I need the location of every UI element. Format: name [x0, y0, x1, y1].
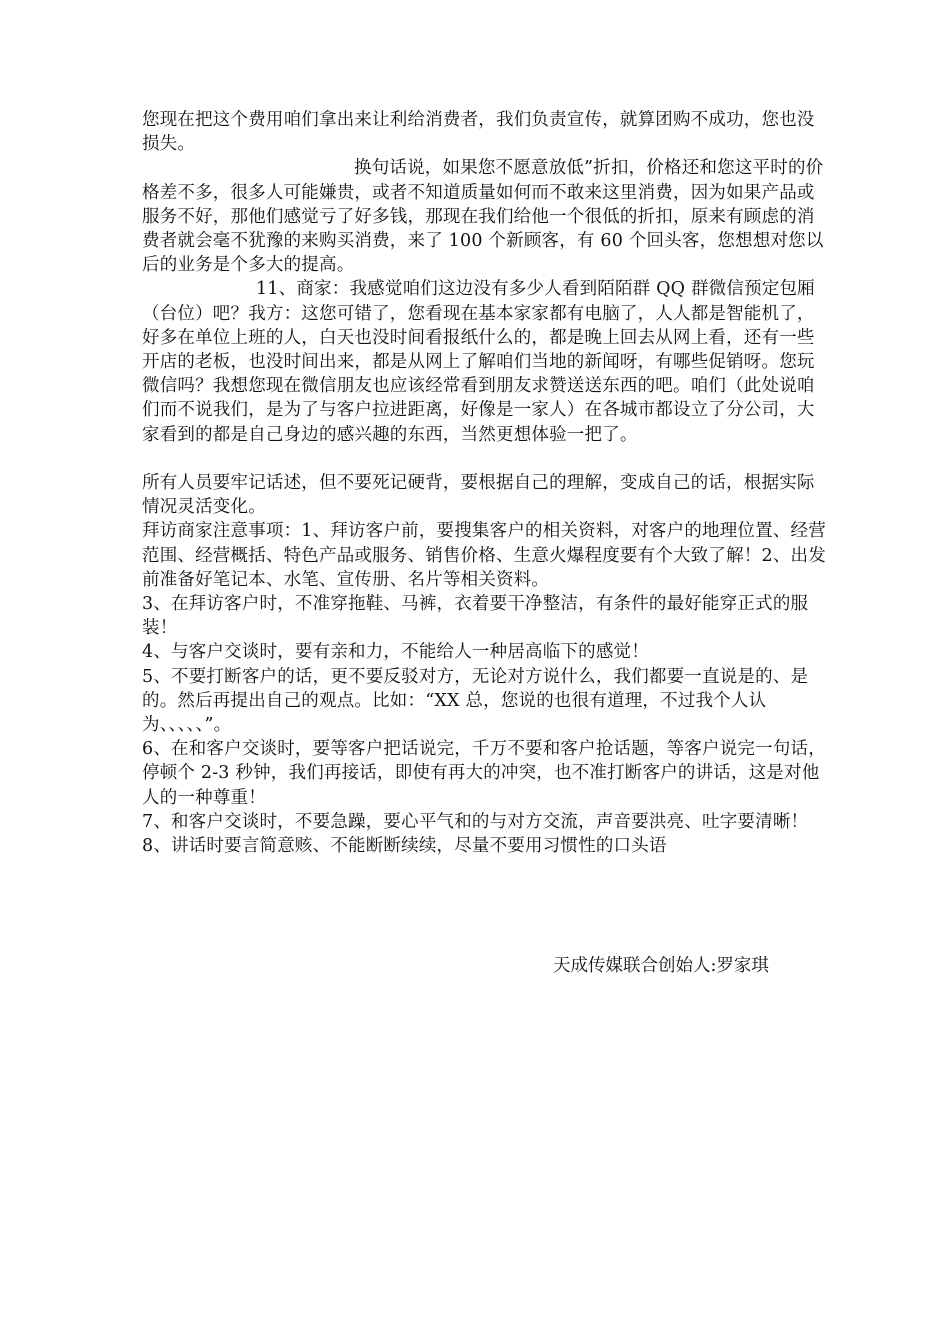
- paragraph-visit-note-3: 3、在拜访客户时，不准穿拖鞋、马裤，衣着要干净整洁，有条件的最好能穿正式的服装！: [142, 594, 809, 639]
- author-signature: 天成传媒联合创始人:罗家琪: [553, 956, 769, 976]
- paragraph-visit-note-8: 8、讲话时要言简意赅、不能断断续续，尽量不要用习惯性的口头语: [142, 836, 667, 857]
- paragraph-item-11-dialogue: 11、商家：我感觉咱们这边没有多少人看到陌陌群 QQ 群微信预定包厢（台位）吧？我方：这您可错了，您看现在基本家家都有电脑了，人人都是智能机了，好多在单位上班的人，白天也没时间看报纸什么的，都是晚上回去从网上看，还有一些开店的老板，也没时间出来，都是从网上了解咱们当地的新闻呀，有哪些促销呀。您玩微信吗？我想您现在微信朋友也应该经常看到朋友求赞送送东西的吧。咱们（此处说咱们而不说我们，是为了与客户拉进距离，好像是一家人）在各城市都设立了分公司，大家看到的都是自己身边的感兴趣的东西，当然更想体验一把了。: [142, 279, 815, 445]
- document-body: [142, 108, 832, 858]
- paragraph-spacer: [142, 447, 832, 471]
- paragraph-visit-notes-1-2: 拜访商家注意事项：1、拜访客户前，要搜集客户的相关资料，对客户的地理位置、经营范围、经营概括、特色产品或服务、销售价格、生意火爆程度要有个大致了解！2、出发前准备好笔记本、水笔、宣传册、名片等相关资料。: [142, 521, 826, 590]
- paragraph-visit-note-4: 4、与客户交谈时，要有亲和力，不能给人一种居高临下的感觉！: [142, 642, 649, 663]
- paragraph-memorize-note: 所有人员要牢记话述，但不要死记硬背，要根据自己的理解，变成自己的话，根据实际情况灵活变化。: [142, 473, 815, 518]
- paragraph-visit-note-7: 7、和客户交谈时，不要急躁，要心平气和的与对方交流，声音要洪亮、吐字要清晰！: [142, 811, 809, 832]
- paragraph-discount-explanation: 换句话说，如果您不愿意放低”折扣，价格还和您这平时的价格差不多，很多人可能嫌贵，或者不知道质量如何而不敢来这里消费，因为如果产品或服务不好，那他们感觉亏了好多钱，那现在我们给他一个很低的折扣，原来有顾虑的消费者就会毫不犹豫的来购买消费，来了 100 个新顾客，有 60 个回头客，您想想对您以后的业务是个多大的提高。: [142, 158, 824, 276]
- paragraph-refund-intro: 您现在把这个费用咱们拿出来让利给消费者，我们负责宣传，就算团购不成功，您也没损失。: [142, 110, 815, 155]
- paragraph-visit-note-6: 6、在和客户交谈时，要等客户把话说完，千万不要和客户抢话题，等客户说完一句话，停顿个 2-3 秒钟，我们再接话，即使有再大的冲突，也不准打断客户的讲话，这是对他人的一种尊重！: [142, 739, 826, 808]
- paragraph-visit-note-5: 5、不要打断客户的话，更不要反驳对方，无论对方说什么，我们都要一直说是的、是的。然后再提出自己的观点。比如：“XX 总，您说的也很有道理，不过我个人认为、、、、、”。: [142, 666, 809, 736]
